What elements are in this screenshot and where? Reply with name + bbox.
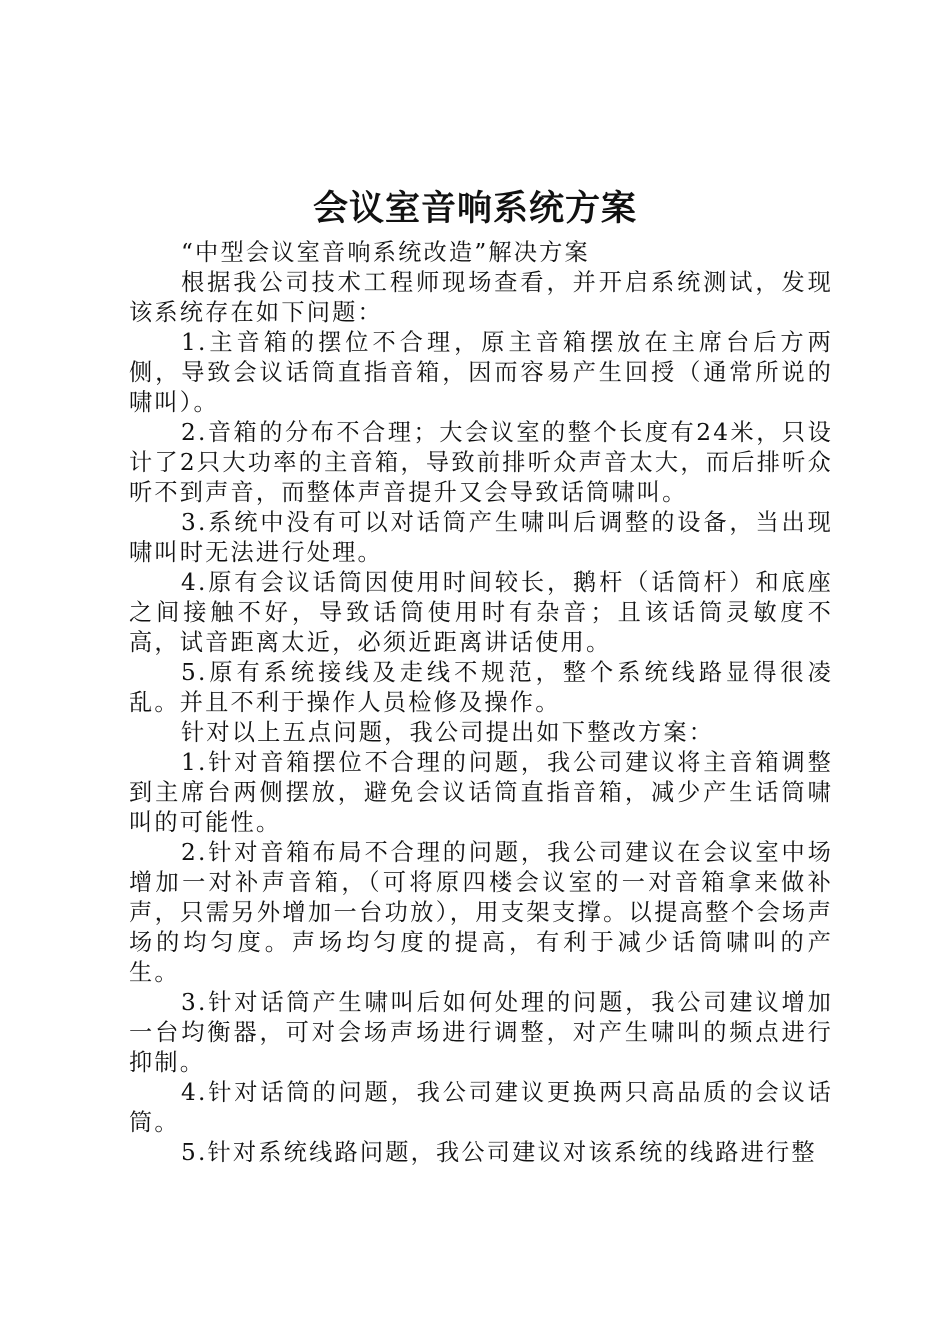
paragraph-intro: 根据我公司技术工程师现场查看，并开启系统测试，发现该系统存在如下问题：	[129, 269, 833, 326]
paragraph-problem-1: 1.主音箱的摆位不合理，原主音箱摆放在主席台后方两侧，导致会议话筒直指音箱，因而容易产生回授（通常所说的啸叫）。	[129, 329, 833, 416]
paragraph-problem-3: 3.系统中没有可以对话筒产生啸叫后调整的设备，当出现啸叫时无法进行处理。	[129, 509, 833, 566]
document-body	[129, 238, 833, 1168]
paragraph-solution-2: 2.针对音箱布局不合理的问题，我公司建议在会议室中场增加一对补声音箱，（可将原四楼会议室的一对音箱拿来做补声，只需另外增加一台功放），用支架支撑。以提高整个会场声场的均匀度。声场均匀度的提高，有利于减少话筒啸叫的产生。	[129, 839, 833, 986]
paragraph-solution-4: 4.针对话筒的问题，我公司建议更换两只高品质的会议话筒。	[129, 1079, 833, 1136]
paragraph-problem-5: 5.原有系统接线及走线不规范，整个系统线路显得很凌乱。并且不利于操作人员检修及操作。	[129, 659, 833, 716]
paragraph-solution-intro: 针对以上五点问题，我公司提出如下整改方案：	[181, 719, 715, 746]
paragraph-problem-2: 2.音箱的分布不合理；大会议室的整个长度有24米，只设计了2只大功率的主音箱，导致前排听众声音太大，而后排听众听不到声音，而整体声音提升又会导致话筒啸叫。	[129, 419, 833, 506]
paragraph-solution-5: 5.针对系统线路问题，我公司建议对该系统的线路进行整	[181, 1139, 817, 1166]
paragraph-subtitle: “中型会议室音响系统改造”解决方案	[181, 239, 590, 266]
paragraph-solution-3: 3.针对话筒产生啸叫后如何处理的问题，我公司建议增加一台均衡器，可对会场声场进行调整，对产生啸叫的频点进行抑制。	[129, 989, 833, 1076]
document-title: 会议室音响系统方案	[312, 188, 637, 229]
paragraph-problem-4: 4.原有会议话筒因使用时间较长，鹅杆（话筒杆）和底座之间接触不好，导致话筒使用时有杂音；且该话筒灵敏度不高，试音距离太近，必须近距离讲话使用。	[129, 569, 833, 656]
paragraph-solution-1: 1.针对音箱摆位不合理的问题，我公司建议将主音箱调整到主席台两侧摆放，避免会议话筒直指音箱，减少产生话筒啸叫的可能性。	[129, 749, 833, 836]
